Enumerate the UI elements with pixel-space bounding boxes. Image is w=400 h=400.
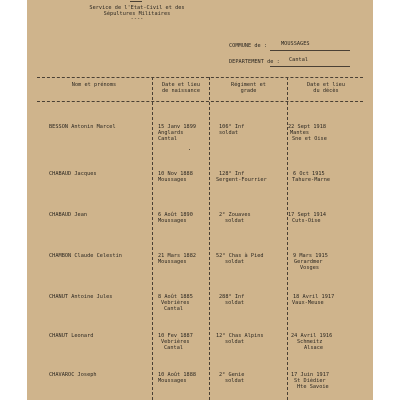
row-grade: soldat: [225, 300, 245, 306]
row-death-place: Schmeitz: [297, 339, 323, 345]
row-birth-place: Vebrières: [161, 339, 190, 345]
departement-value: Cantal: [289, 57, 309, 63]
row-death-dept: Vosges: [300, 265, 320, 271]
row-regiment: 288° Inf: [219, 294, 245, 300]
row-birth-place: Moussages: [158, 259, 187, 265]
row-name: BESSON Antonin Marcel: [49, 124, 116, 130]
row-name: CHANUT Leonard: [49, 333, 94, 339]
column-divider-1: [152, 77, 153, 400]
row-birth-date: 15 Janv 1899: [158, 124, 197, 130]
row-death-place: Tahure-Marne: [292, 177, 331, 183]
column-header-regiment-line2: grade: [240, 88, 257, 94]
row-grade: soldat: [225, 378, 245, 384]
column-header-birth-line2: de naissance: [161, 88, 201, 94]
row-death-place: Vaux-Meuse: [292, 300, 324, 306]
row-death-place: St Dièdier: [294, 378, 326, 384]
column-header-death-line2: du décès: [313, 88, 339, 94]
row-death-dept: Hte Savoie: [297, 384, 329, 390]
row-regiment: 2° Genie: [219, 372, 245, 378]
column-header-death-line1: Date et lieu: [306, 82, 346, 88]
row-birth-date: 10 Fev 1887: [158, 333, 193, 339]
service-line-2: Sépultures Militaires: [103, 11, 171, 17]
row-grade: soldat: [219, 130, 239, 136]
row-regiment: 2° Zouaves: [219, 212, 251, 218]
row-birth-place: Moussages: [158, 378, 187, 384]
document-sheet: [27, 0, 373, 400]
row-death-dept: Sne et Oise: [292, 136, 327, 142]
table-header-rule: [37, 101, 363, 102]
row-grade: soldat: [225, 339, 245, 345]
column-header-name: Nom et prénoms: [71, 82, 117, 88]
service-divider: ----: [130, 16, 144, 22]
row-birth-date: 21 Mars 1882: [158, 253, 197, 259]
commune-value: MOUSSAGES: [281, 41, 310, 47]
row-name: CHAVAROC Joseph: [49, 372, 97, 378]
commune-label: COMMUNE de :: [229, 43, 268, 49]
row-birth-date: 6 Août 1890: [158, 212, 193, 218]
row-name: CHANUT Antoine Jules: [49, 294, 113, 300]
row-death-place: Gerardmer: [294, 259, 323, 265]
row-death-date: 17 Juin 1917: [291, 372, 330, 378]
row-birth-dept: Cantal: [164, 306, 184, 312]
row-birth-place: Anglards: [158, 130, 184, 136]
departement-label: DEPARTEMENT de :: [229, 59, 280, 65]
row-death-date: 18 Avril 1917: [293, 294, 335, 300]
row-grade: Sergent-Fourrier: [216, 177, 267, 183]
service-line-1: Service de l'Etat-Civil et des: [89, 5, 185, 11]
row-grade: soldat: [225, 259, 245, 265]
top-divider: [130, 1, 142, 2]
row-name: CHABAUD Jacques: [49, 171, 97, 177]
row-death-date: 17 Sept 1914: [288, 212, 327, 218]
row-birth-place: Moussages: [158, 218, 187, 224]
row-death-date: 22 Sept 1918: [288, 124, 327, 130]
column-divider-2: [209, 77, 210, 400]
row-birth-place: Moussages: [158, 177, 187, 183]
row-death-date: 6 Oct 1915: [293, 171, 325, 177]
column-header-birth-line1: Date et lieu: [161, 82, 201, 88]
row-birth-date: 10 Août 1888: [158, 372, 197, 378]
row-birth-date: 10 Nov 1888: [158, 171, 193, 177]
row-death-date: 9 Mars 1915: [293, 253, 328, 259]
row-birth-date: 8 Août 1885: [158, 294, 193, 300]
column-header-regiment-line1: Régiment et: [231, 82, 266, 88]
row-death-dept: Alsace: [304, 345, 324, 351]
row-birth-place: Vebrières: [161, 300, 190, 306]
row-death-place: Cuts-Oise: [292, 218, 321, 224]
departement-underline: [270, 66, 350, 67]
row-birth-dept: Cantal: [164, 345, 184, 351]
row-regiment: 128° Inf: [219, 171, 245, 177]
row-name: CHAMBON Claude Celestin: [49, 253, 122, 259]
row-grade: soldat: [225, 218, 245, 224]
row-regiment: 52° Chas à Pied: [216, 253, 264, 259]
row-death-date: 24 Avril 1916: [291, 333, 333, 339]
row-name: CHABAUD Jean: [49, 212, 88, 218]
ink-dot: [189, 149, 190, 150]
row-birth-dept: Cantal: [158, 136, 178, 142]
row-regiment: 12° Chas Alpins: [216, 333, 264, 339]
row-regiment: 106° Inf: [219, 124, 245, 130]
commune-underline: [270, 50, 350, 51]
table-top-rule: [37, 77, 363, 78]
row-death-place: Mantes: [290, 130, 310, 136]
